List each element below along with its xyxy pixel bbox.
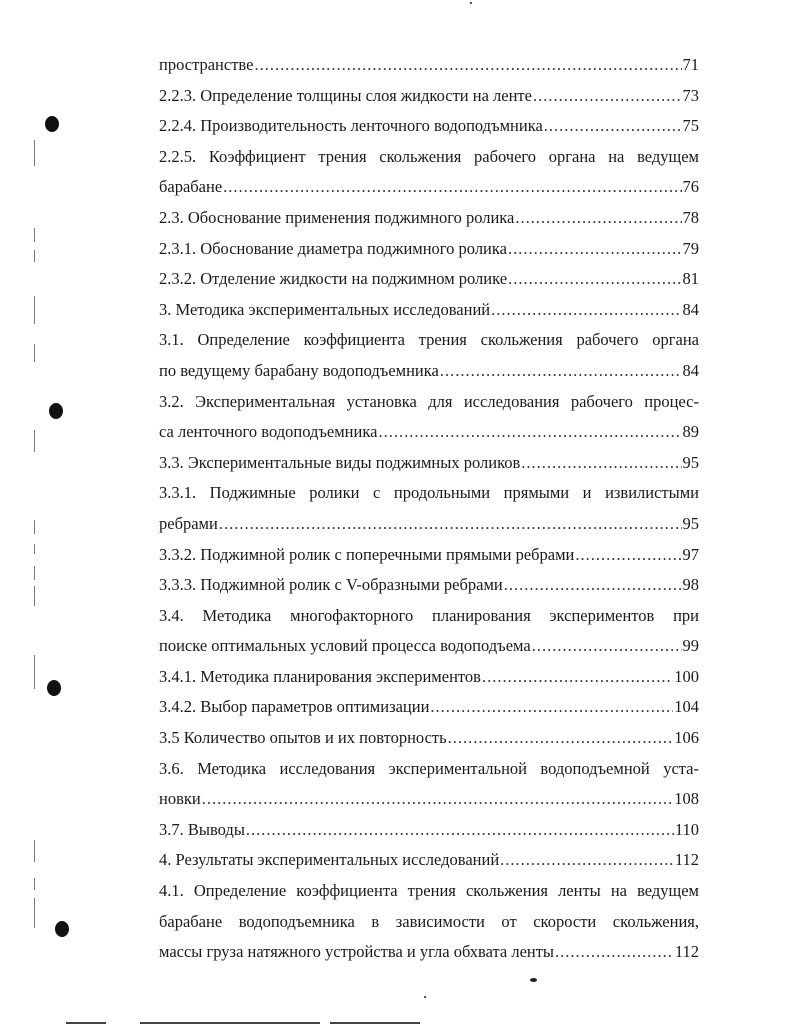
- toc-leader-dots: [482, 662, 673, 693]
- scan-edge: [66, 1022, 106, 1024]
- toc-page-number: 79: [682, 238, 699, 258]
- toc-entry: [159, 295, 699, 326]
- toc-entry-title: 3.4.1. Методика планирования экспериментов: [159, 666, 481, 686]
- toc-entry: [159, 723, 699, 754]
- toc-entry: [159, 356, 699, 387]
- margin-mark: [34, 566, 35, 580]
- toc-leader-dots: [555, 937, 674, 968]
- toc-entry: [159, 50, 699, 81]
- scan-speck: [470, 2, 472, 4]
- toc-page-number: 84: [682, 360, 699, 380]
- toc-entry-title: поиске оптимальных условий процесса водоподъема: [159, 636, 531, 656]
- toc-page-number: 110: [674, 819, 699, 839]
- toc-entry-title: по ведущему барабану водоподъемника: [159, 360, 439, 380]
- margin-mark: [34, 520, 35, 534]
- margin-mark: [34, 228, 35, 242]
- toc-entry: [159, 784, 699, 815]
- toc-entry-title: ребрами: [159, 513, 218, 533]
- toc-page-number: 97: [682, 544, 699, 564]
- toc-entry-title: массы груза натяжного устройства и угла обхвата ленты: [159, 942, 555, 962]
- toc-page-number: 104: [674, 697, 699, 717]
- toc-page-number: 81: [682, 269, 699, 289]
- punch-hole-1: [45, 116, 59, 132]
- toc-leader-dots: [544, 111, 682, 142]
- toc-entry-line: 3.1. Определение коэффициента трения скольжения рабочего органа: [159, 330, 699, 350]
- toc-entry-title: 2.3.2. Отделение жидкости на поджимном ролике: [159, 269, 508, 289]
- toc-page-number: 95: [682, 513, 699, 533]
- toc-entry: [159, 570, 699, 601]
- margin-mark: [34, 296, 35, 324]
- toc-entry-line: 3.4. Методика многофакторного планирования экспериментов при: [159, 605, 699, 625]
- toc-entry: [159, 448, 699, 479]
- toc-leader-dots: [223, 172, 681, 203]
- margin-mark: [34, 655, 35, 689]
- punch-hole-2: [49, 403, 63, 419]
- margin-mark: [34, 140, 35, 166]
- toc-entry: [159, 111, 699, 142]
- toc-page-number: 95: [682, 452, 699, 472]
- toc-page-number: 75: [682, 116, 699, 136]
- toc-entry-line: 4.1. Определение коэффициента трения скольжения ленты на ведущем: [159, 881, 699, 901]
- margin-mark: [34, 430, 35, 452]
- punch-hole-3: [47, 680, 61, 696]
- toc-entry: [159, 81, 699, 112]
- toc-entry-title: пространстве: [159, 55, 254, 74]
- toc-leader-dots: [532, 631, 682, 662]
- toc-entry-title: 3.3. Экспериментальные виды поджимных роликов: [159, 452, 521, 472]
- toc-entry-title: 2.3. Обоснование применения поджимного ролика: [159, 207, 515, 227]
- margin-mark: [34, 586, 35, 606]
- toc-entry-line: 3.2. Экспериментальная установка для исследования рабочего процес-: [159, 391, 699, 411]
- toc-leader-dots: [219, 509, 682, 540]
- toc-entry-title: 2.3.1. Обоснование диаметра поджимного ролика: [159, 238, 507, 258]
- toc-leader-dots: [246, 815, 674, 846]
- toc-entry-title: 3.3.2. Поджимной ролик с поперечными прямыми ребрами: [159, 544, 575, 564]
- table-of-contents: [159, 50, 699, 968]
- toc-entry-line: барабане водоподъемника в зависимости от скорости скольжения,: [159, 911, 699, 931]
- toc-leader-dots: [575, 540, 681, 571]
- toc-entry: [159, 692, 699, 723]
- toc-leader-dots: [202, 784, 674, 815]
- toc-leader-dots: [440, 356, 682, 387]
- toc-entry-title: 2.2.3. Определение толщины слоя жидкости на ленте: [159, 85, 532, 105]
- toc-entry-title: новки: [159, 789, 201, 809]
- toc-leader-dots: [254, 50, 681, 81]
- toc-entry: [159, 203, 699, 234]
- toc-leader-dots: [533, 81, 682, 112]
- toc-entry-title: 4. Результаты экспериментальных исследований: [159, 850, 500, 870]
- toc-leader-dots: [508, 264, 681, 295]
- toc-leader-dots: [430, 692, 673, 723]
- toc-page-number: 84: [682, 299, 699, 319]
- margin-mark: [34, 544, 35, 554]
- toc-entry-title: 3.5 Количество опытов и их повторность: [159, 728, 447, 748]
- margin-mark: [34, 250, 35, 262]
- toc-page-number: 78: [682, 207, 699, 227]
- toc-leader-dots: [508, 234, 682, 265]
- toc-page-number: 106: [674, 728, 699, 748]
- toc-leader-dots: [378, 417, 681, 448]
- toc-entry-title: барабане: [159, 177, 223, 197]
- toc-entry: [159, 845, 699, 876]
- scan-edge: [330, 1022, 420, 1024]
- toc-page-number: 76: [682, 177, 699, 197]
- toc-entry: [159, 631, 699, 662]
- toc-entry-line: 3.3.1. Поджимные ролики с продольными прямыми и извилистыми: [159, 483, 699, 503]
- toc-entry-line: 2.2.5. Коэффициент трения скольжения рабочего органа на ведущем: [159, 146, 699, 166]
- toc-entry-title: 3.7. Выводы: [159, 819, 245, 839]
- toc-page-number: 99: [682, 636, 699, 656]
- toc-entry: [159, 662, 699, 693]
- toc-entry-title: 3. Методика экспериментальных исследований: [159, 299, 491, 319]
- toc-leader-dots: [491, 295, 681, 326]
- toc-page-number: 98: [682, 575, 699, 595]
- toc-leader-dots: [515, 203, 681, 234]
- toc-entry-title: 3.3.3. Поджимной ролик с V-образными ребрами: [159, 575, 503, 595]
- scan-speck: [424, 996, 426, 998]
- toc-page-number: 108: [674, 789, 699, 809]
- toc-page-number: 112: [674, 942, 699, 962]
- toc-page-number: 112: [674, 850, 699, 870]
- toc-entry-title: са ленточного водоподъемника: [159, 422, 378, 442]
- toc-entry: [159, 540, 699, 571]
- toc-leader-dots: [504, 570, 682, 601]
- toc-entry: [159, 417, 699, 448]
- margin-mark: [34, 898, 35, 928]
- toc-entry: [159, 509, 699, 540]
- margin-mark: [34, 344, 35, 362]
- toc-entry: [159, 815, 699, 846]
- toc-entry: [159, 172, 699, 203]
- scan-speck: [530, 978, 537, 982]
- toc-leader-dots: [521, 448, 681, 479]
- toc-page-number: 73: [682, 85, 699, 105]
- toc-page-number: 89: [682, 422, 699, 442]
- margin-mark: [34, 878, 35, 890]
- scan-edge: [140, 1022, 320, 1024]
- toc-entry: [159, 234, 699, 265]
- toc-entry-title: 3.4.2. Выбор параметров оптимизации: [159, 697, 430, 717]
- toc-page-number: 100: [674, 666, 699, 686]
- punch-hole-4: [55, 921, 69, 937]
- toc-leader-dots: [448, 723, 674, 754]
- toc-entry: [159, 264, 699, 295]
- toc-entry: [159, 937, 699, 968]
- toc-entry-title: 2.2.4. Производительность ленточного водоподъмника: [159, 116, 543, 136]
- toc-entry-line: 3.6. Методика исследования экспериментальной водоподъемной уста-: [159, 758, 699, 778]
- toc-page-number: 71: [682, 55, 699, 74]
- toc-leader-dots: [500, 845, 674, 876]
- margin-mark: [34, 840, 35, 862]
